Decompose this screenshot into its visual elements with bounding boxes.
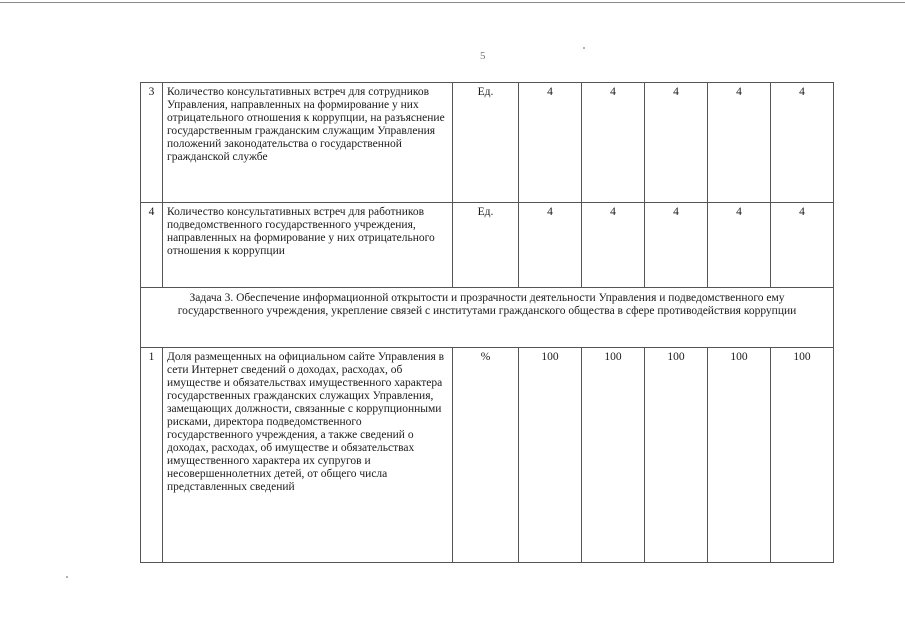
row-value: 4 — [708, 203, 771, 288]
row-description: Количество консультативных встреч для работников подведомственного государственного учреждения, направленных на формирование у них отрицательного отношения к коррупции — [163, 203, 453, 288]
row-value: 4 — [582, 83, 645, 203]
row-value: 4 — [582, 203, 645, 288]
top-border-line — [0, 2, 905, 3]
row-value: 4 — [771, 83, 834, 203]
row-value: 100 — [645, 348, 708, 563]
row-value: 4 — [519, 203, 582, 288]
row-number: 4 — [141, 203, 163, 288]
row-description: Доля размещенных на официальном сайте Управления в сети Интернет сведений о доходах, расходах, об имуществе и обязательствах имущественного характера государственных гражданских служащих Управления, замещающих должности, связанные с коррупционными рисками, директора подведомственного государственного учреждения, а также сведений о доходах, расходах, об имуществе и обязательствах имущественного характера их супругов и несовершеннолетних детей, от общего числа представленных сведений — [163, 348, 453, 563]
page-number: 5 — [480, 50, 486, 62]
row-value: 100 — [708, 348, 771, 563]
row-value: 4 — [771, 203, 834, 288]
task-header-row — [141, 288, 834, 348]
table-row — [141, 83, 834, 203]
row-value: 4 — [645, 83, 708, 203]
row-unit: Ед. — [453, 203, 519, 288]
row-number: 3 — [141, 83, 163, 203]
row-value: 100 — [519, 348, 582, 563]
table-row — [141, 348, 834, 563]
row-description: Количество консультативных встреч для сотрудников Управления, направленных на формирование у них отрицательного отношения к коррупции, на разъяснение государственным гражданским служащим Управления положений законодательства о государственной гражданской службе — [163, 83, 453, 203]
row-unit: Ед. — [453, 83, 519, 203]
row-value: 100 — [582, 348, 645, 563]
row-value: 4 — [708, 83, 771, 203]
scan-speck — [583, 47, 585, 49]
row-unit: % — [453, 348, 519, 563]
row-value: 4 — [519, 83, 582, 203]
row-number: 1 — [141, 348, 163, 563]
indicators-table — [140, 82, 834, 563]
row-value: 100 — [771, 348, 834, 563]
row-value: 4 — [645, 203, 708, 288]
scan-speck — [66, 576, 68, 578]
task-header: Задача 3. Обеспечение информационной открытости и прозрачности деятельности Управления и подведомственного ему государственного учреждения, укрепление связей с институтами гражданского общества в сфере противодействия коррупции — [141, 288, 834, 348]
table-row — [141, 203, 834, 288]
